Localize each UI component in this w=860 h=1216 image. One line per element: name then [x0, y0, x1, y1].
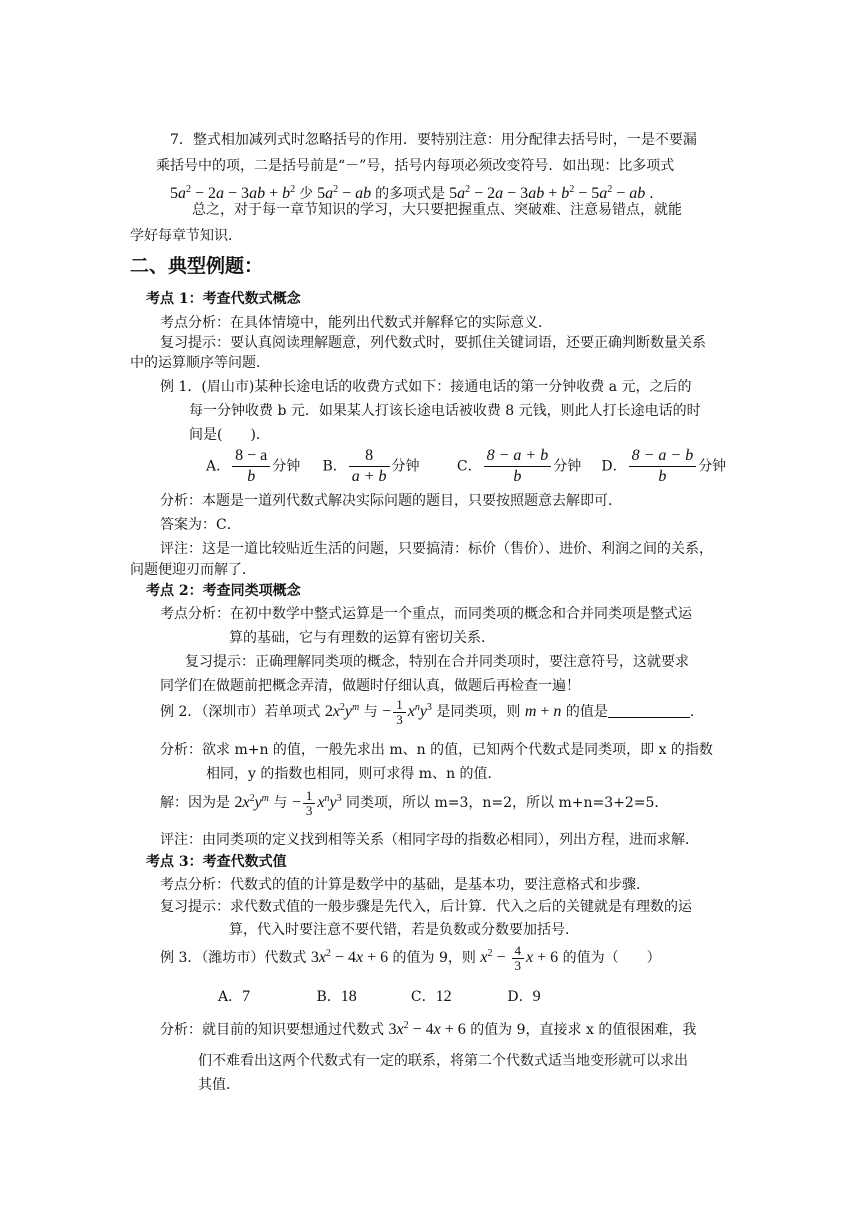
kp2-analysis-line1: 考点分析：在初中数学中整式运算是一个重点，而同类项的概念和合并同类项是整式运 [160, 606, 692, 622]
formula-poly-b: $5a^2$ − ab [317, 184, 372, 202]
formula-poly-a: $5a^2 - 2a - 3ab + b^2$ [170, 184, 296, 202]
solution-monomial-1: $2x^2y^m$ [234, 793, 269, 811]
ex3-option-a-value: 7 [242, 988, 251, 1005]
option-d-denominator: b [629, 466, 697, 487]
example2-monomial-2: − $\frac{1}{3}$ $x^ny^3$ [382, 696, 432, 727]
ex3-option-d-value: 9 [532, 988, 541, 1005]
kp2-analysis-note-line1: 分析：欲求 m+n 的值，一般先求出 m、n 的值，已知两个代数式是同类项，即 x 的指数 [160, 742, 713, 758]
option-c-denominator: b [484, 466, 552, 487]
option-b-unit: 分钟 [391, 458, 420, 475]
kp2-analysis-note-line2: 相同，y 的指数也相同，则可求得 m、n 的值． [206, 766, 502, 782]
example3-expression-1: $3x^2 - 4x + 6$ [310, 948, 389, 966]
option-d-label: D． [601, 458, 627, 475]
example3-options [218, 987, 541, 1007]
item7-line1: 7．整式相加减列式时忽略括号的作用．要特别注意：用分配律去括号时，一是不要漏 [170, 132, 697, 148]
kp1-answer: 答案为：C． [160, 517, 241, 533]
kp1-comment-line2: 问题便迎刃而解了． [130, 562, 256, 578]
option-b [322, 446, 452, 487]
summary-line1: 总之，对于每一章节知识的学习，大只要把握重点、突破难、注意易错点，就能 [192, 202, 682, 218]
option-a-label: A． [206, 458, 231, 475]
ex3-option-c-value: 12 [435, 988, 452, 1005]
item7-mid-text2: 的多项式是 [375, 186, 446, 202]
kp3-analysis-expression: $3x^2 - 4x + 6$ [388, 1020, 466, 1038]
kp1-analysis: 考点分析：在具体情境中，能列出代数式并解释它的实际意义． [160, 315, 552, 331]
option-a-denominator: b [232, 466, 270, 487]
example2-text-c: 是同类项，则 [436, 704, 521, 720]
kp1-tip-line2: 中的运算顺序等问题． [130, 355, 270, 371]
option-c-unit: 分钟 [553, 458, 582, 475]
example3-expression-2: $x^2$ − $\frac{4}{3}$ x + 6 [480, 942, 559, 973]
solution-monomial-2: − $\frac{1}{3}$ $x^ny^3$ [291, 787, 342, 818]
ex3-option-b [316, 987, 406, 1007]
kp1-tip-line1: 复习提示：要认真阅读理解题意，列代数式时，要抓住关键词语，还要正确判断数量关系 [160, 335, 706, 351]
ex3-option-a [218, 987, 312, 1007]
example2-text-d: 的值是 [565, 704, 608, 720]
option-d-unit: 分钟 [698, 458, 727, 475]
example3-text-c: 的值为（ ） [562, 950, 661, 966]
summary-line2: 学好每章节知识． [130, 228, 242, 244]
example1-line1: 例 1．(眉山市)某种长途电话的收费方式如下：接通电话的第一分钟收费 a 元，之后的 [160, 379, 692, 395]
item7-mid-text: 少 [299, 186, 314, 202]
ex3-option-c-label: C． [410, 989, 436, 1005]
kp2-comment: 评注：由同类项的定义找到相等关系（相同字母的指数必相同），列出方程，进而求解． [160, 832, 699, 848]
example2-text-e: ． [689, 704, 704, 720]
kp1-comment-line1: 评注：这是一道比较贴近生活的问题，只要搞清：标价（售价）、进价、利润之间的关系， [160, 541, 713, 557]
example2-m-plus-n: m + n [524, 703, 562, 720]
option-b-denominator: a + b [349, 466, 390, 487]
kp3-analysis-text-b: 的值为 9，直接求 x 的值很困难，我 [470, 1022, 697, 1038]
kp3-analysis-note-line1 [160, 1020, 696, 1040]
section-title: 二、典型例题： [130, 255, 264, 277]
ex3-option-b-value: 18 [340, 988, 357, 1005]
kp2-tip-line1: 复习提示：正确理解同类项的概念，特别在合并同类项时，要注意符号，这就要求 [185, 654, 689, 670]
option-a [206, 446, 318, 487]
example2-solution [160, 785, 668, 821]
kp2-title: 考点 2：考查同类项概念 [146, 583, 301, 599]
option-c-label: C． [456, 458, 482, 475]
item7-line2: 乘括号中的项，二是括号前是“－”号，括号内每项必须改变符号．如出现：比多项式 [156, 158, 675, 174]
answer-blank[interactable] [608, 703, 690, 718]
example2-line [160, 694, 704, 730]
kp1-analysis-note: 分析：本题是一道列代数式解决实际问题的题目，只要按照题意去解即可． [160, 493, 622, 509]
kp3-tip-line1: 复习提示：求代数式值的一般步骤是先代入，后计算．代入之后的关键就是有理数的运 [160, 899, 692, 915]
kp3-title: 考点 3：考查代数式值 [146, 854, 287, 870]
kp2-analysis-line2: 算的基础，它与有理数的运算有密切关系． [229, 630, 495, 646]
option-c [457, 446, 597, 487]
example1-options [206, 446, 726, 487]
option-d-numerator: 8 − a − b [631, 447, 694, 464]
solution-text-a: 解：因为是 [160, 795, 230, 811]
kp3-tip-line2: 算，代入时要注意不要代错，若是负数或分数要加括号． [229, 922, 579, 938]
item7-end: ． [649, 186, 664, 202]
ex3-option-c [411, 987, 503, 1007]
option-b-numerator: 8 [365, 447, 374, 464]
solution-text-b: 与 [273, 795, 288, 811]
option-b-label: B． [322, 458, 347, 475]
example1-line3: 间是( )． [189, 427, 270, 443]
kp3-analysis-text-a: 分析：就目前的知识要想通过代数式 [160, 1022, 384, 1038]
ex3-option-d-label: D． [507, 989, 533, 1005]
ex3-option-a-label: A． [218, 989, 243, 1005]
kp2-tip-line2: 同学们在做题前把概念弄清，做题时仔细认真，做题后再检查一遍！ [160, 678, 580, 694]
ex3-option-b-label: B． [316, 989, 341, 1005]
kp3-analysis-note-line2: 们不难看出这两个代数式有一定的联系，将第二个代数式适当地变形就可以求出 [198, 1053, 688, 1069]
example1-line2: 每一分钟收费 b 元．如果某人打该长途电话被收费 8 元钱，则此人打长途电话的时 [189, 403, 701, 419]
example2-text-b: 与 [363, 704, 378, 720]
kp3-analysis: 考点分析：代数式的值的计算是数学中的基础，是基本功，要注意格式和步骤． [160, 877, 650, 893]
kp1-title: 考点 1：考查代数式概念 [146, 291, 301, 307]
example3-text-a: 例 3．（潍坊市）代数式 [160, 950, 307, 966]
formula-poly-c: $5a^2 - 2a - 3ab + b^2 - 5a^2$ − ab [449, 184, 646, 202]
option-c-numerator: 8 − a + b [486, 447, 549, 464]
ex3-option-d [507, 987, 540, 1007]
example3-text-b: 的值为 9，则 [392, 950, 476, 966]
solution-text-c: 同类项，所以 m=3，n=2，所以 m+n=3+2=5． [346, 795, 669, 811]
example2-monomial-1: $2x^2y^m$ [324, 702, 360, 720]
example3-line [160, 940, 661, 976]
option-a-unit: 分钟 [272, 458, 301, 475]
option-a-numerator: 8 − a [235, 447, 268, 464]
kp3-analysis-note-line3: 其值． [198, 1077, 240, 1093]
example2-text-a: 例 2．（深圳市）若单项式 [160, 704, 321, 720]
option-d [601, 446, 726, 487]
